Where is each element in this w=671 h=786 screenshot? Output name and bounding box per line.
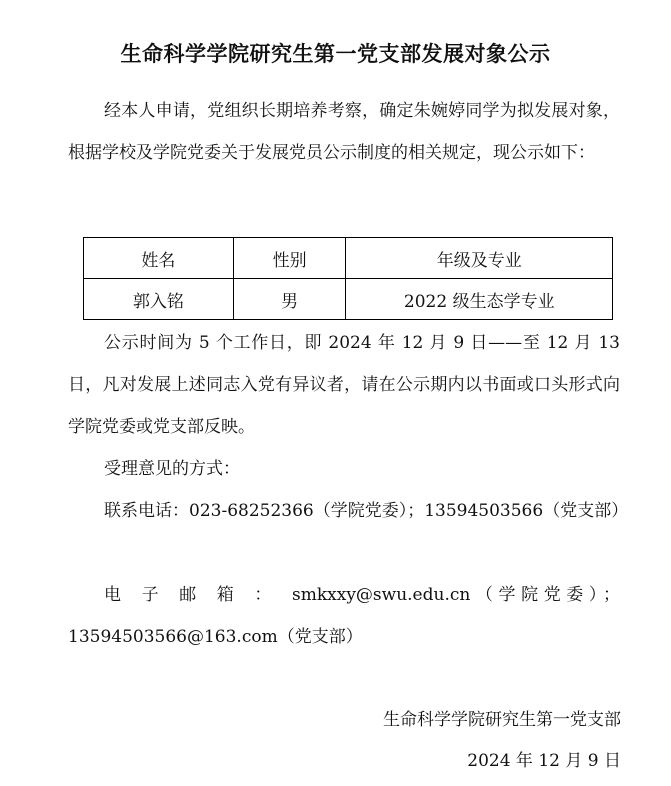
signature-date: 2024 年 12 月 9 日 [467,751,621,771]
cell-grade-major: 2022 级生态学专业 [346,279,613,320]
table-row [84,279,613,320]
header-name: 姓名 [84,238,234,279]
signature-org: 生命科学学院研究生第一党支部 [383,710,621,730]
email-value: smkxxy@swu.edu.cn（学院党委）；13594503566@163.com（党支部） [68,585,621,647]
method-label: 受理意见的方式： [104,459,240,479]
header-gender: 性别 [233,238,346,279]
intro-paragraph: 经本人申请，党组织长期培养考察，确定朱婉婷同学为拟发展对象，根据学校及学院党委关于发展党员公示制度的相关规定，现公示如下： [68,101,620,163]
phone-line: 联系电话：023-68252366（学院党委）；13594503566（党支部） [104,501,629,521]
header-grade-major: 年级及专业 [346,238,613,279]
email-label: 电子邮箱： [104,585,292,605]
page-title: 生命科学学院研究生第一党支部发展对象公示 [120,42,551,66]
cell-gender: 男 [233,279,346,320]
candidate-table [83,237,613,320]
cell-name: 郭入铭 [84,279,234,320]
email-line [68,574,620,658]
notice-paragraph: 公示时间为 5 个工作日，即 2024 年 12 月 9 日——至 12 月 13 日，凡对发展上述同志入党有异议者，请在公示期内以书面或口头形式向学院党委或党支部反映。 [68,333,620,437]
table-header-row [84,238,613,279]
